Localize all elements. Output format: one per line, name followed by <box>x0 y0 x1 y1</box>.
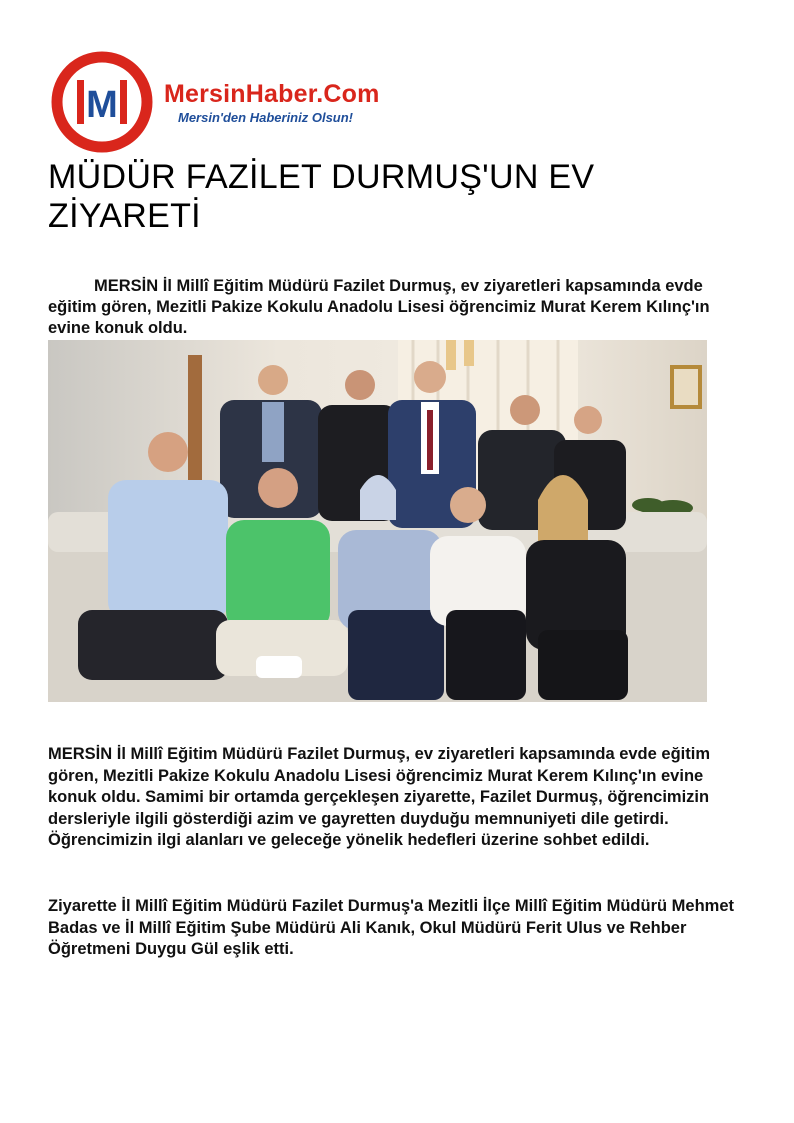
svg-text:M: M <box>86 84 118 126</box>
site-logo[interactable] <box>50 50 430 154</box>
article-paragraph: Ziyarette İl Millî Eğitim Müdürü Fazilet Durmuş'a Mezitli İlçe Millî Eğitim Müdürü Mehmet Badas ve İl Millî Eğitim Şube Müdürü Ali Kanık, Okul Müdürü Ferit Ulus ve Rehber Öğretmeni Duygu Gül eşlik etti. <box>48 897 734 958</box>
logo-mark-icon <box>50 50 154 154</box>
logo-name: MersinHaber.Com <box>164 80 380 108</box>
article-title: MÜDÜR FAZİLET DURMUŞ'UN EV ZİYARETİ <box>48 158 595 235</box>
article-lead-text: MERSİN İl Millî Eğitim Müdürü Fazilet Durmuş, ev ziyaretleri kapsamında evde eğitim gören, Mezitli Pakize Kokulu Anadolu Lisesi öğrencimiz Murat Kerem Kılınç'ın evine konuk oldu. <box>48 277 710 337</box>
group-photo-illustration <box>48 340 707 702</box>
article-lead <box>48 276 748 339</box>
article-paragraph: MERSİN İl Millî Eğitim Müdürü Fazilet Durmuş, ev ziyaretleri kapsamında evde eğitim gören, Mezitli Pakize Kokulu Anadolu Lisesi öğrencimiz Murat Kerem Kılınç'ın evine konuk oldu. Samimi bir ortamda gerçekleşen ziyarette, Fazilet Durmuş, öğrencimizin dersleriyle ilgili gösterdiği azim ve gayretten duyduğu memnuniyeti dile getirdi. Öğrencimizin ilgi alanları ve geleceğe yönelik hedefleri üzerine sohbet edildi. <box>48 745 710 849</box>
article-photo <box>48 340 707 702</box>
logo-slogan: Mersin'den Haberiniz Olsun! <box>178 110 354 125</box>
